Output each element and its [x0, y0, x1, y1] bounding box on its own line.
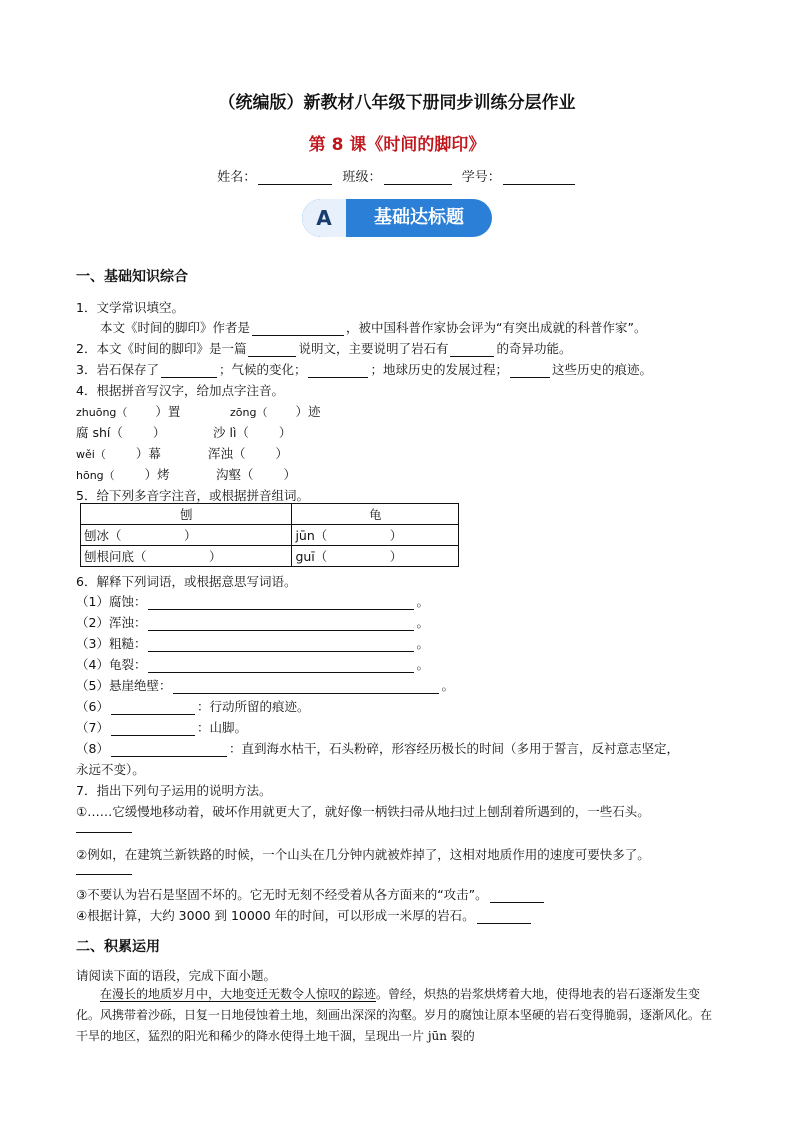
q3-text-d: 这些历史的痕迹。 [552, 362, 653, 377]
q3-blank-3[interactable] [510, 363, 550, 378]
student-info-row [0, 166, 794, 185]
table-cell[interactable]: jūn（ ） [292, 525, 459, 546]
lesson-title: 第 8 课《时间的脚印》 [308, 135, 486, 155]
q4-char: ）迹 [295, 404, 321, 419]
q4-char: 沟壑（ [216, 467, 254, 482]
q4-pinyin: zhuōng（ [76, 406, 128, 419]
q6-item [76, 676, 454, 694]
q4-char: ）幕 [135, 446, 161, 461]
q4-char: 浑浊（ [208, 446, 246, 461]
q7-sentence-1: ①……它缓慢地移动着，破坏作用就更大了，就好像一柄铁扫帚从地扫过上刨刮着所遇到的，一些石头。 [76, 804, 650, 819]
q3-blank-2[interactable] [308, 363, 368, 378]
q4-char: 沙 lì（ [213, 425, 249, 440]
table-row [81, 525, 459, 546]
q6-term: （1）腐蚀： [76, 594, 147, 609]
q6-period: 。 [416, 594, 429, 609]
q4-row-4a [76, 465, 170, 483]
q6-blank[interactable] [148, 637, 414, 652]
q4-row-1b [230, 402, 320, 420]
q6-period: 。 [441, 678, 454, 693]
q2-text-b: 说明文，主要说明了岩石有 [298, 341, 449, 356]
q6-item [76, 718, 247, 736]
table-row [81, 546, 459, 567]
q4-row-2b [213, 423, 291, 441]
q4-pinyin: wěi（ [76, 448, 106, 461]
table-header-cell: 龟 [292, 504, 459, 525]
q1-text-a: 本文《时间的脚印》作者是 [100, 320, 251, 335]
q7-blank-3[interactable] [490, 888, 544, 903]
name-label: 姓名： [217, 170, 257, 185]
q4-char: ） [283, 467, 297, 482]
q4-char: ） [275, 446, 289, 461]
q4-title: 4．根据拼音写汉字，给加点字注音。 [76, 383, 284, 398]
q6-blank[interactable] [111, 742, 227, 757]
section-heading-1: 一、基础知识综合 [76, 269, 188, 285]
q6-term: （2）浑浊： [76, 615, 147, 630]
q7-sentence-3-row [76, 885, 546, 903]
q1-text-b: ，被中国科普作家协会评为“有突出成就的科普作家”。 [346, 320, 647, 335]
q6-item [76, 697, 309, 715]
q4-char: ） [152, 425, 166, 440]
q4-pinyin: hōng（ [76, 469, 115, 482]
q6-term: （3）粗糙： [76, 636, 147, 651]
q7-sentence-4: ④根据计算，大约 3000 到 10000 年的时间，可以形成一米厚的岩石。 [76, 908, 475, 923]
q2-text-c: 的奇异功能。 [496, 341, 572, 356]
q6-item [76, 613, 429, 631]
class-label: 班级： [342, 170, 382, 185]
q1-blank[interactable] [252, 321, 344, 336]
q6-number: （6） [76, 699, 109, 714]
q4-row-3a [76, 444, 161, 462]
q4-row-3b [208, 444, 288, 462]
level-letter: A [302, 199, 346, 237]
q2-blank-2[interactable] [450, 342, 494, 357]
q4-char: ） [278, 425, 292, 440]
q7-blank-1[interactable] [76, 832, 132, 833]
q3 [76, 360, 652, 378]
q2 [76, 339, 572, 357]
underlined-sentence: 在漫长的地质岁月中，大地变迁无数令人惊叹的踪迹 [100, 987, 377, 1001]
name-blank[interactable] [258, 170, 332, 185]
q2-text-a: 2．本文《时间的脚印》是一篇 [76, 341, 247, 356]
q1-title: 1．文学常识填空。 [76, 300, 184, 315]
q6-term: （5）悬崖绝壁： [76, 678, 172, 693]
q2-blank-1[interactable] [248, 342, 296, 357]
q6-meaning: ：山脚。 [196, 720, 247, 735]
q5-title: 5．给下列多音字注音，或根据拼音组词。 [76, 488, 309, 503]
q4-row-4b [216, 465, 296, 483]
q6-period: 。 [416, 615, 429, 630]
table-cell[interactable]: 刨冰（ ） [81, 525, 292, 546]
class-blank[interactable] [384, 170, 452, 185]
q7-blank-2[interactable] [76, 874, 132, 875]
table-header-cell: 刨 [81, 504, 292, 525]
q6-number: （8） [76, 741, 109, 756]
q6-meaning: ：行动所留的痕迹。 [196, 699, 310, 714]
passage-intro: 请阅读下面的语段，完成下面小题。 [76, 968, 277, 983]
table-header-row [81, 504, 459, 525]
q6-blank[interactable] [148, 616, 414, 631]
q4-pinyin: zōng（ [230, 406, 268, 419]
q7-title: 7．指出下列句子运用的说明方法。 [76, 783, 272, 798]
q7-blank-4[interactable] [477, 909, 531, 924]
q6-term: （4）龟裂： [76, 657, 147, 672]
q6-item [76, 739, 679, 757]
q4-char: ）置 [155, 404, 181, 419]
q6-blank[interactable] [111, 700, 195, 715]
q4-char: ）烤 [144, 467, 170, 482]
q4-char: 腐 shí（ [76, 425, 123, 440]
q6-item [76, 655, 429, 673]
worksheet-title: （统编版）新教材八年级下册同步训练分层作业 [218, 93, 576, 113]
q6-blank[interactable] [148, 658, 414, 673]
q6-item [76, 592, 429, 610]
q7-sentence-4-row [76, 906, 533, 924]
q6-item-continued: 永远不变）。 [76, 762, 145, 777]
q6-item [76, 634, 429, 652]
level-badge [302, 199, 492, 237]
q6-blank[interactable] [173, 679, 439, 694]
reading-passage [76, 984, 716, 1047]
q6-title: 6．解释下列词语，或根据意思写词语。 [76, 574, 297, 589]
q6-blank[interactable] [111, 721, 195, 736]
q3-text-b: ；气候的变化； [218, 362, 307, 377]
q6-meaning: ：直到海水枯干，石头粉碎，形容经历极长的时间（多用于誓言，反衬意志坚定， [228, 741, 679, 756]
level-label: 基础达标题 [374, 207, 464, 228]
q6-blank[interactable] [148, 595, 414, 610]
q3-text-a: 3．岩石保存了 [76, 362, 159, 377]
number-label: 学号： [461, 170, 501, 185]
q4-row-2a [76, 423, 165, 441]
q4-row-1a [76, 402, 180, 420]
passage-text: 。曾经，炽热的岩浆烘烤着大地，使得地表的岩石逐渐发生变化。风携带着沙砾，日复一日地侵蚀着土地，刻画出深深的沟壑。岁月的腐蚀让原本坚硬的岩石变得脆弱，逐渐风化。在干旱的地区，猛烈的阳光和稀少的降水使得土地干涸，呈现出一片 jūn 裂的 [76, 987, 713, 1043]
section-heading-2: 二、积累运用 [76, 939, 160, 955]
table-cell[interactable]: guī（ ） [292, 546, 459, 567]
polyphone-table [80, 503, 459, 567]
q7-sentence-2: ②例如，在建筑兰新铁路的时候，一个山头在几分钟内就被炸掉了，这相对地质作用的速度可要快多了。 [76, 847, 650, 862]
q1-body [100, 318, 646, 336]
q6-period: 。 [416, 657, 429, 672]
number-blank[interactable] [503, 170, 575, 185]
q6-number: （7） [76, 720, 109, 735]
q3-blank-1[interactable] [161, 363, 217, 378]
q6-period: 。 [416, 636, 429, 651]
q3-text-c: ；地球历史的发展过程； [370, 362, 508, 377]
q7-sentence-3: ③不要认为岩石是坚固不坏的。它无时无刻不经受着从各方面来的“攻击”。 [76, 887, 488, 902]
table-cell[interactable]: 刨根问底（ ） [81, 546, 292, 567]
